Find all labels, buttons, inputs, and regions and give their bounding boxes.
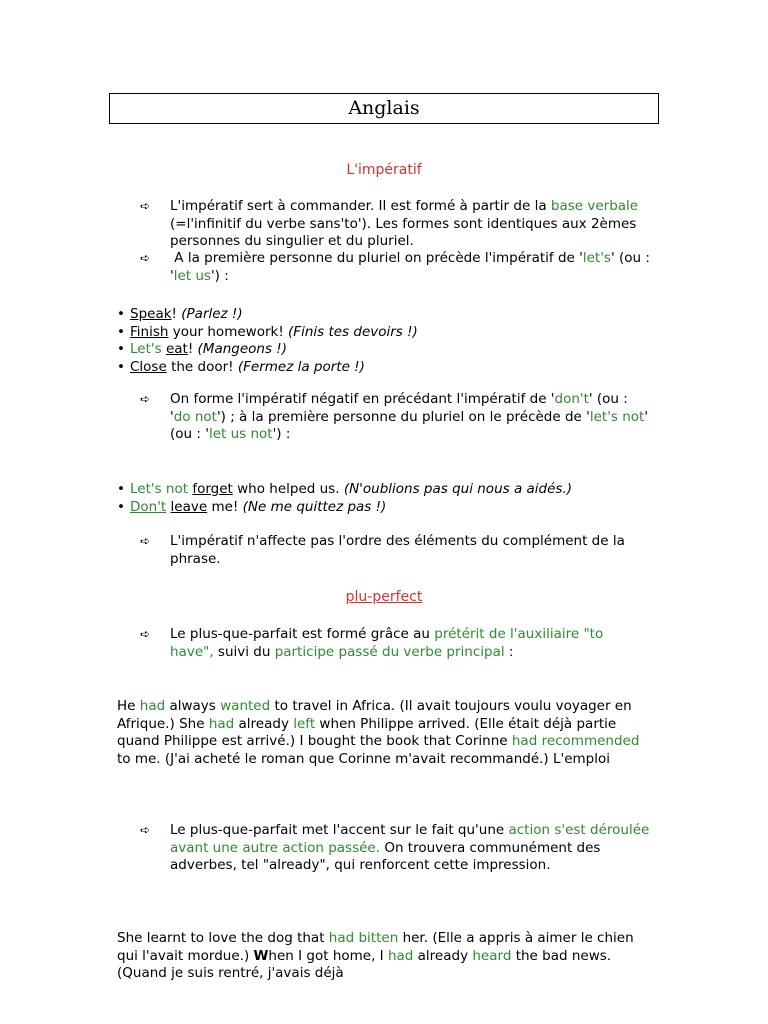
right-arrow-icon: ➪ <box>140 251 151 265</box>
section-heading-imperatif: L'impératif <box>346 162 422 178</box>
list-item: • Don't leave me! (Ne me quittez pas !) <box>117 498 387 515</box>
list-item-text: Le plus-que-parfait met l'accent sur le fait qu'une action s'est déroulée avant une autre action passée. On trouvera communément des adverbes, tel "already", qui renforcent cette impression. <box>170 822 650 873</box>
list-item <box>140 391 650 444</box>
right-arrow-icon: ➪ <box>140 534 151 548</box>
bullet-dot-icon: • <box>117 358 125 375</box>
highlight-term: let's <box>582 250 611 266</box>
highlight-term: don't <box>554 391 589 407</box>
list-item: • Let's not forget who helped us. (N'oublions pas qui nous a aidés.) <box>117 481 573 497</box>
example-paragraph: She learnt to love the dog that had bitten her. (Elle a appris à aimer le chien qui l'avait mordue.) When I got home, I had already heard the bad news. (Quand je suis rentré, j'avais déjà <box>117 930 634 981</box>
list-item: • Finish your homework! (Finis tes devoirs !) <box>117 323 418 340</box>
highlight-term: do not <box>173 408 217 425</box>
highlight-term: let us <box>173 267 211 284</box>
highlight-term: base verbale <box>550 198 639 214</box>
list-item <box>140 626 650 661</box>
right-arrow-icon: ➪ <box>140 392 151 406</box>
list-item-text: Le plus-que-parfait est formé grâce au prétérit de l'auxiliaire "to have", suivi du participe passé du verbe principal : <box>170 626 604 660</box>
right-arrow-icon: ➪ <box>140 823 151 837</box>
section-heading-pluperfect: plu-perfect <box>345 589 423 605</box>
bullet-dot-icon: • <box>117 341 125 357</box>
bullet-dot-icon: • <box>117 481 125 497</box>
highlight-term: prétérit de l'auxiliaire "to have", <box>170 626 604 660</box>
list-item-text: L'impératif n'affecte pas l'ordre des éléments du complément de la phrase. <box>170 533 625 567</box>
right-arrow-icon: ➪ <box>140 627 151 641</box>
list-item: • Speak! (Parlez !) <box>117 306 243 322</box>
list-item <box>140 198 650 251</box>
list-item-text: L'impératif sert à commander. Il est formé à partir de la base verbale (=l'infinitif du verbe sans'to'). Les formes sont identiques aux 2èmes personnes du singulier et du pluriel. <box>170 198 639 249</box>
bullet-dot-icon: • <box>117 306 125 322</box>
list-item-text: On forme l'impératif négatif en précédant l'impératif de 'don't' (ou : 'do not') ; à la première personne du pluriel on le précède de 'let's not' (ou : 'let us not') : <box>170 391 649 442</box>
example-paragraph: He had always wanted to travel in Africa. (Il avait toujours voulu voyager en Afrique.) She had already left when Philippe arrived. (Elle était déjà partie quand Philippe est arrivé.) I bought the book that Corinne had recommended to me. (J'ai acheté le roman que Corinne m'avait recommandé.) L'emploi <box>117 698 640 767</box>
negative-example-list <box>117 481 637 516</box>
page-title: Anglais <box>109 93 659 124</box>
right-arrow-icon: ➪ <box>140 199 151 213</box>
list-item <box>140 533 650 568</box>
example-list <box>117 306 637 376</box>
list-item-text: A la première personne du pluriel on précède l'impératif de 'let's' (ou : 'let us') : <box>170 250 650 284</box>
list-item: • Let's eat! (Mangeons !) <box>117 341 287 357</box>
list-item <box>140 822 650 875</box>
list-item <box>140 250 650 285</box>
list-item: • Close the door! (Fermez la porte !) <box>117 358 365 375</box>
highlight-term: action s'est déroulée avant une autre action passée. <box>170 822 650 856</box>
highlight-term: participe passé du verbe principal <box>274 643 505 660</box>
bullet-dot-icon: • <box>117 323 125 340</box>
bullet-dot-icon: • <box>117 498 125 515</box>
highlight-term: let's not <box>589 408 645 425</box>
highlight-term: let us not <box>208 426 273 442</box>
